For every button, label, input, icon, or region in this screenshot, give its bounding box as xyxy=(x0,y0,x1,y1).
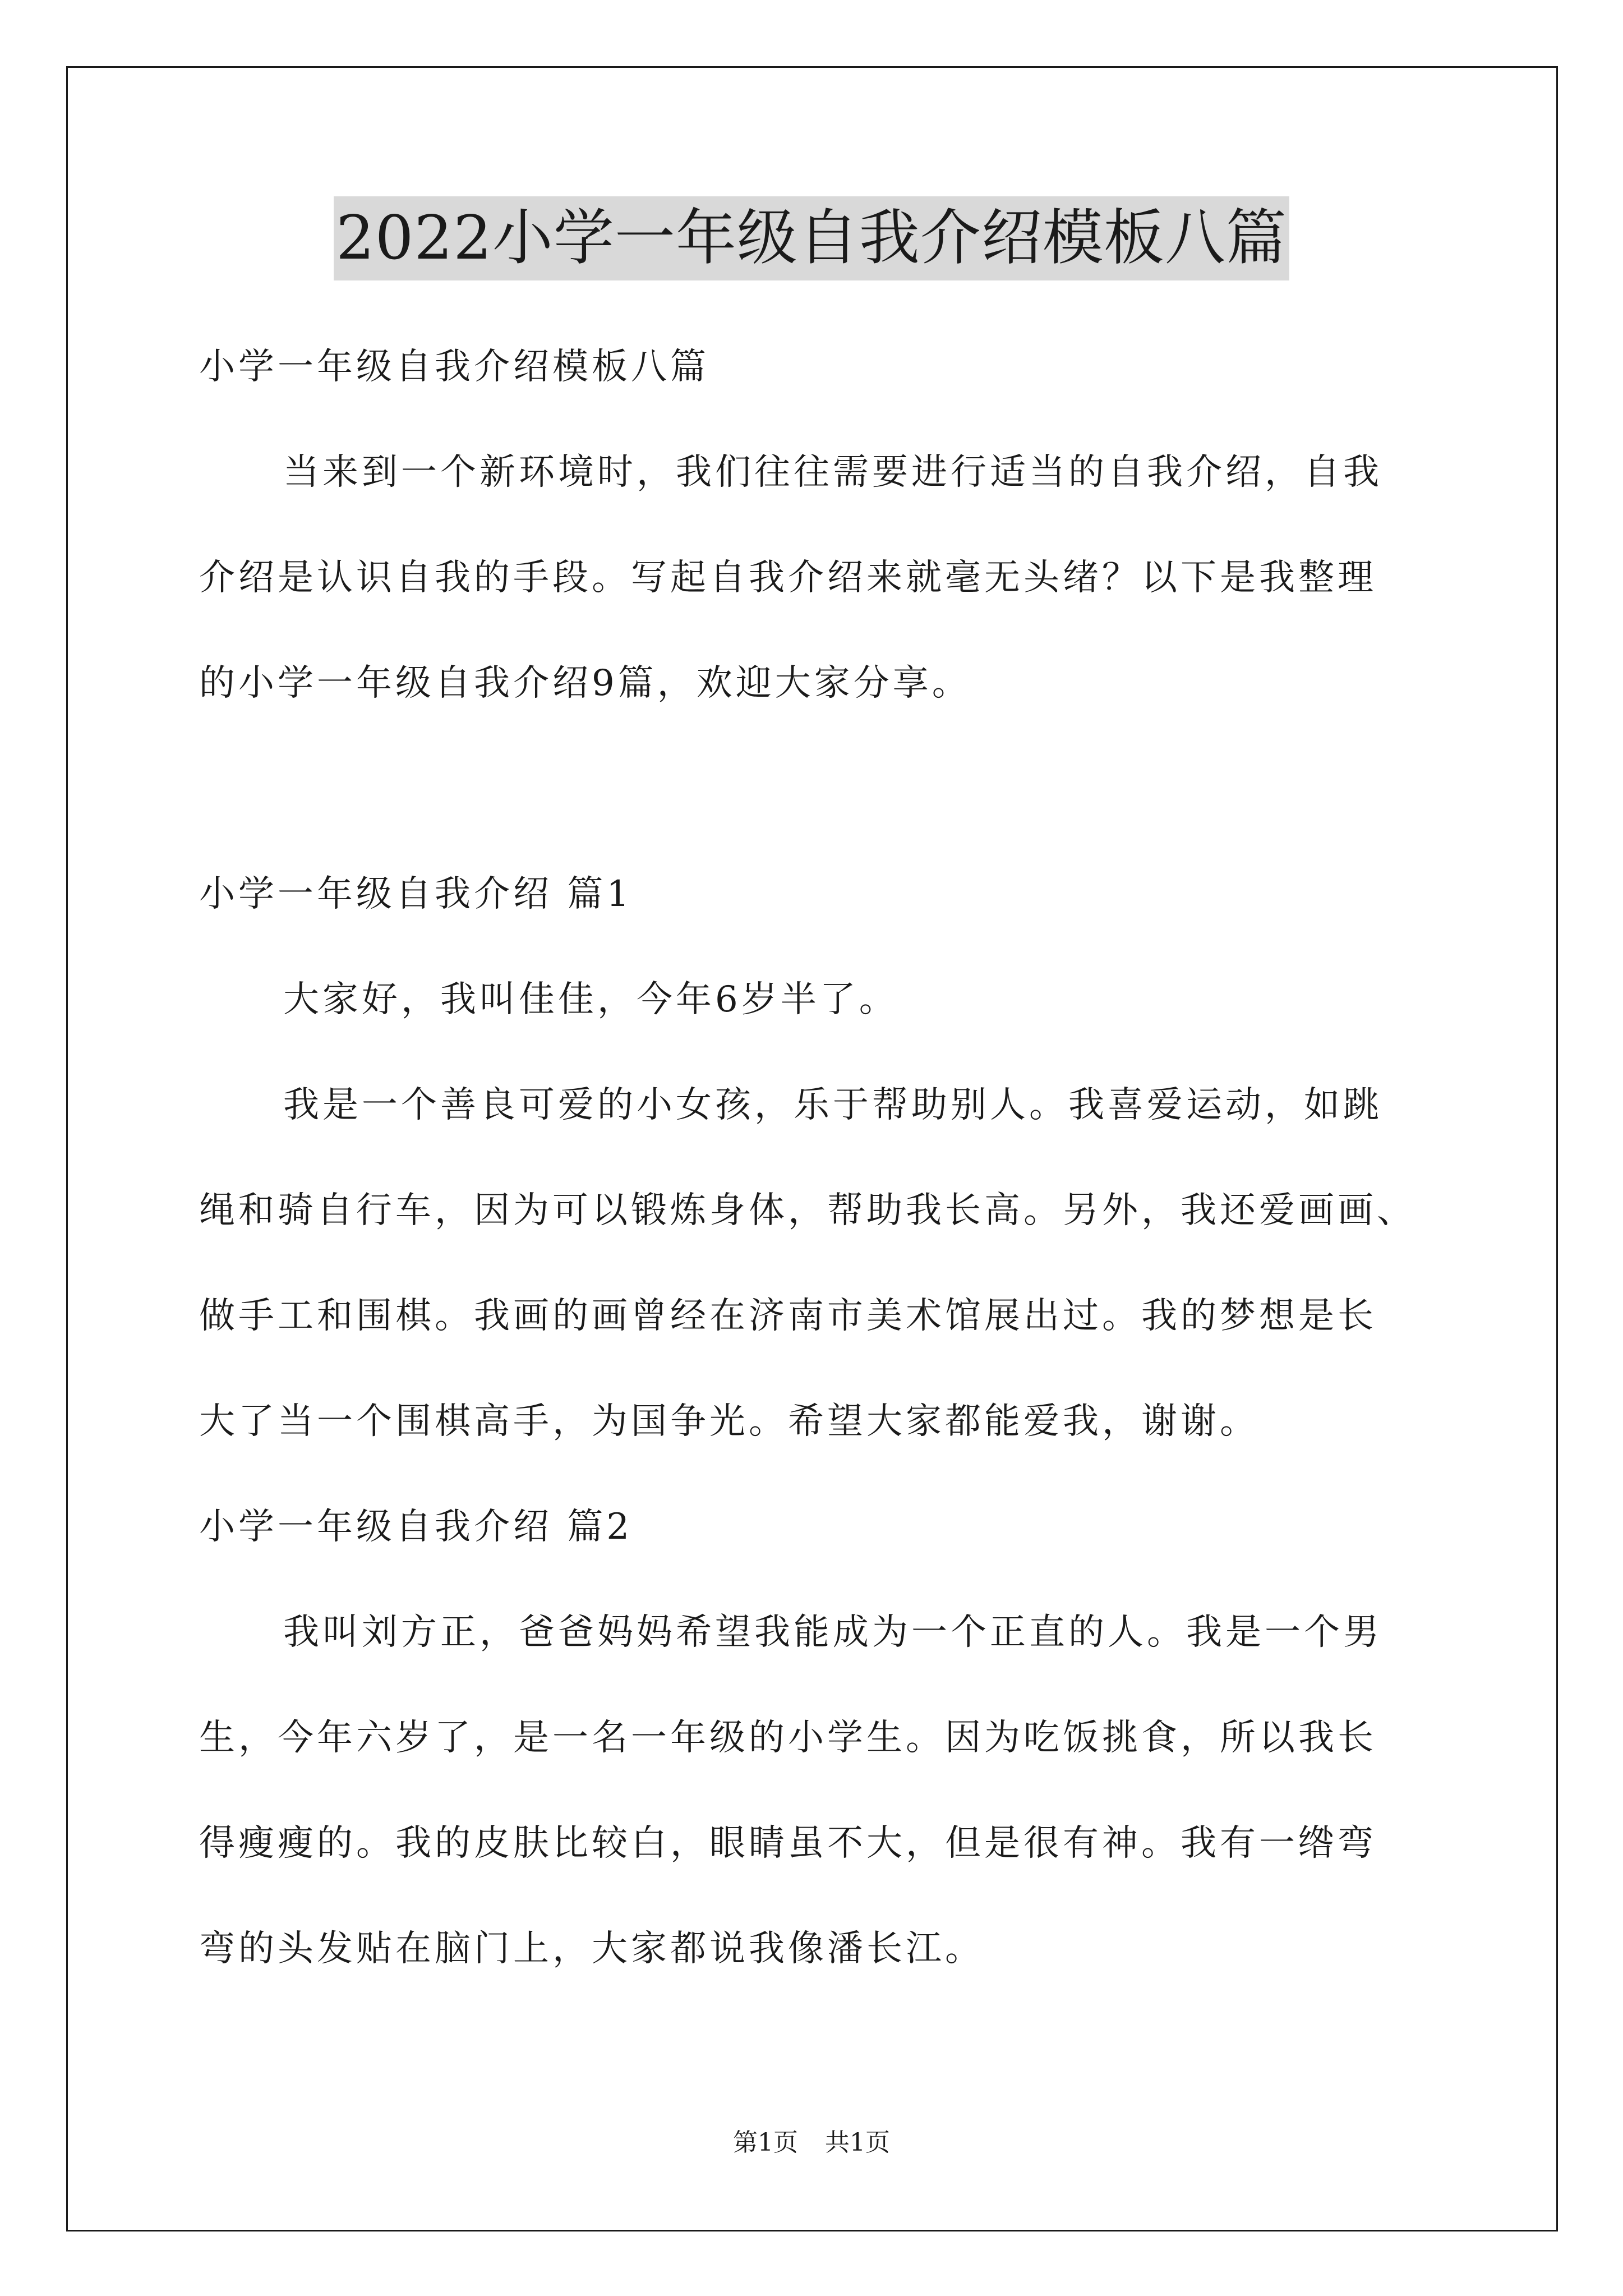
intro-line: 的小学一年级自我介绍9篇，欢迎大家分享。 xyxy=(199,662,971,704)
document-body xyxy=(199,314,1472,2001)
intro-line: 当来到一个新环境时，我们往往需要进行适当的自我介绍，自我 xyxy=(283,452,1382,493)
page-footer xyxy=(0,2126,1623,2160)
paragraph-line: 弯的头发贴在脑门上，大家都说我像潘长江。 xyxy=(199,1928,984,1970)
section-heading: 小学一年级自我介绍 篇1 xyxy=(199,873,633,915)
blank-line xyxy=(199,736,1472,841)
paragraph-line: 绳和骑自行车，因为可以锻炼身体，帮助我长高。另外，我还爱画画、 xyxy=(199,1190,1416,1231)
paragraph-line: 生，今年六岁了，是一名一年级的小学生。因为吃饭挑食，所以我长 xyxy=(199,1717,1377,1759)
paragraph-line: 大了当一个围棋高手，为国争光。希望大家都能爱我，谢谢。 xyxy=(199,1401,1259,1442)
page-number: 第1页 xyxy=(733,2128,798,2157)
page-total: 共1页 xyxy=(825,2128,890,2157)
paragraph-line: 得瘦瘦的。我的皮肤比较白，眼睛虽不大，但是很有神。我有一绺弯 xyxy=(199,1823,1377,1864)
paragraph-line: 做手工和围棋。我画的画曾经在济南市美术馆展出过。我的梦想是长 xyxy=(199,1295,1377,1337)
paragraph-line: 我叫刘方正，爸爸妈妈希望我能成为一个正直的人。我是一个男 xyxy=(283,1612,1382,1653)
paragraph-line: 大家好，我叫佳佳，今年6岁半了。 xyxy=(283,979,898,1020)
section-heading: 小学一年级自我介绍 篇2 xyxy=(199,1506,633,1548)
title-wrap xyxy=(0,196,1623,280)
document-title: 2022小学一年级自我介绍模板八篇 xyxy=(334,196,1289,280)
subtitle: 小学一年级自我介绍模板八篇 xyxy=(199,346,709,388)
intro-line: 介绍是认识自我的手段。写起自我介绍来就毫无头绪？以下是我整理 xyxy=(199,557,1377,599)
paragraph-line: 我是一个善良可爱的小女孩，乐于帮助别人。我喜爱运动，如跳 xyxy=(283,1084,1382,1126)
